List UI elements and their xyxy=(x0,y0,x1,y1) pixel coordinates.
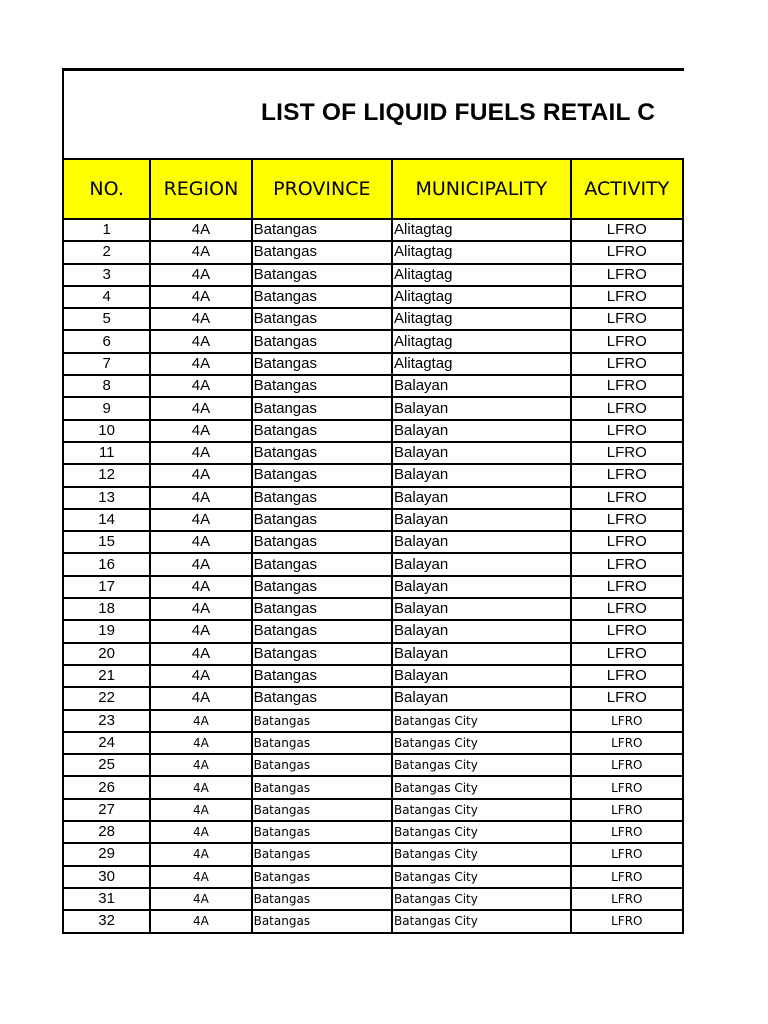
cell-municipality: Batangas City xyxy=(392,799,571,821)
cell-municipality: Alitagtag xyxy=(392,219,571,241)
cell-activity: LFRO xyxy=(571,888,683,910)
cell-region: 4A xyxy=(150,754,251,776)
cell-province: Batangas xyxy=(252,464,392,486)
cell-no: 20 xyxy=(63,643,150,665)
cell-activity: LFRO xyxy=(571,910,683,932)
cell-no: 30 xyxy=(63,866,150,888)
cell-activity: LFRO xyxy=(571,531,683,553)
cell-municipality: Balayan xyxy=(392,464,571,486)
cell-no: 11 xyxy=(63,442,150,464)
cell-no: 13 xyxy=(63,487,150,509)
cell-municipality: Balayan xyxy=(392,531,571,553)
cell-region: 4A xyxy=(150,910,251,932)
cell-no: 9 xyxy=(63,397,150,419)
table-row xyxy=(63,665,683,687)
cell-municipality: Balayan xyxy=(392,643,571,665)
cell-no: 15 xyxy=(63,531,150,553)
cell-municipality: Balayan xyxy=(392,553,571,575)
cell-no: 31 xyxy=(63,888,150,910)
cell-activity: LFRO xyxy=(571,620,683,642)
table-row xyxy=(63,487,683,509)
cell-municipality: Alitagtag xyxy=(392,241,571,263)
cell-province: Batangas xyxy=(252,353,392,375)
cell-municipality: Alitagtag xyxy=(392,330,571,352)
cell-no: 12 xyxy=(63,464,150,486)
cell-province: Batangas xyxy=(252,843,392,865)
cell-municipality: Balayan xyxy=(392,598,571,620)
cell-province: Batangas xyxy=(252,375,392,397)
cell-activity: LFRO xyxy=(571,799,683,821)
cell-activity: LFRO xyxy=(571,308,683,330)
table-row xyxy=(63,821,683,843)
cell-activity: LFRO xyxy=(571,643,683,665)
cell-province: Batangas xyxy=(252,888,392,910)
cell-province: Batangas xyxy=(252,286,392,308)
cell-municipality: Balayan xyxy=(392,397,571,419)
cell-activity: LFRO xyxy=(571,420,683,442)
cell-region: 4A xyxy=(150,442,251,464)
table-row xyxy=(63,553,683,575)
cell-region: 4A xyxy=(150,888,251,910)
cell-no: 23 xyxy=(63,710,150,732)
cell-province: Batangas xyxy=(252,866,392,888)
table-row xyxy=(63,308,683,330)
cell-province: Batangas xyxy=(252,576,392,598)
cell-province: Batangas xyxy=(252,420,392,442)
cell-no: 2 xyxy=(63,241,150,263)
cell-region: 4A xyxy=(150,598,251,620)
cell-province: Batangas xyxy=(252,330,392,352)
cell-activity: LFRO xyxy=(571,375,683,397)
table-row xyxy=(63,888,683,910)
fuel-retail-table xyxy=(62,158,684,934)
cell-province: Batangas xyxy=(252,531,392,553)
cell-region: 4A xyxy=(150,531,251,553)
cell-municipality: Balayan xyxy=(392,620,571,642)
cell-no: 10 xyxy=(63,420,150,442)
cell-municipality: Balayan xyxy=(392,576,571,598)
header-row xyxy=(63,159,683,219)
cell-activity: LFRO xyxy=(571,442,683,464)
cell-no: 32 xyxy=(63,910,150,932)
cell-province: Batangas xyxy=(252,710,392,732)
cell-activity: LFRO xyxy=(571,776,683,798)
table-row xyxy=(63,264,683,286)
table-row xyxy=(63,442,683,464)
cell-no: 16 xyxy=(63,553,150,575)
cell-no: 27 xyxy=(63,799,150,821)
cell-province: Batangas xyxy=(252,799,392,821)
table-row xyxy=(63,866,683,888)
table-body xyxy=(63,219,683,933)
page-edge xyxy=(684,68,768,934)
cell-municipality: Batangas City xyxy=(392,866,571,888)
cell-municipality: Balayan xyxy=(392,487,571,509)
cell-no: 25 xyxy=(63,754,150,776)
cell-province: Batangas xyxy=(252,776,392,798)
table-row xyxy=(63,509,683,531)
cell-municipality: Batangas City xyxy=(392,821,571,843)
cell-no: 21 xyxy=(63,665,150,687)
table-row xyxy=(63,420,683,442)
table-row xyxy=(63,397,683,419)
cell-activity: LFRO xyxy=(571,710,683,732)
cell-municipality: Alitagtag xyxy=(392,286,571,308)
cell-municipality: Batangas City xyxy=(392,710,571,732)
cell-no: 17 xyxy=(63,576,150,598)
cell-activity: LFRO xyxy=(571,843,683,865)
cell-region: 4A xyxy=(150,687,251,709)
table-row xyxy=(63,754,683,776)
table-row xyxy=(63,687,683,709)
cell-activity: LFRO xyxy=(571,509,683,531)
table-row xyxy=(63,330,683,352)
cell-region: 4A xyxy=(150,553,251,575)
table-row xyxy=(63,353,683,375)
cell-province: Batangas xyxy=(252,308,392,330)
table-row xyxy=(63,799,683,821)
cell-municipality: Batangas City xyxy=(392,732,571,754)
cell-activity: LFRO xyxy=(571,464,683,486)
cell-province: Batangas xyxy=(252,219,392,241)
table-row xyxy=(63,598,683,620)
cell-activity: LFRO xyxy=(571,665,683,687)
cell-no: 4 xyxy=(63,286,150,308)
cell-region: 4A xyxy=(150,843,251,865)
cell-activity: LFRO xyxy=(571,397,683,419)
cell-municipality: Alitagtag xyxy=(392,308,571,330)
cell-activity: LFRO xyxy=(571,487,683,509)
cell-region: 4A xyxy=(150,509,251,531)
cell-municipality: Batangas City xyxy=(392,776,571,798)
cell-activity: LFRO xyxy=(571,330,683,352)
cell-no: 22 xyxy=(63,687,150,709)
cell-province: Batangas xyxy=(252,643,392,665)
cell-province: Batangas xyxy=(252,821,392,843)
table-row xyxy=(63,286,683,308)
cell-province: Batangas xyxy=(252,687,392,709)
cell-activity: LFRO xyxy=(571,866,683,888)
header-region: REGION xyxy=(150,159,251,219)
cell-no: 1 xyxy=(63,219,150,241)
cell-municipality: Alitagtag xyxy=(392,353,571,375)
cell-region: 4A xyxy=(150,710,251,732)
cell-no: 14 xyxy=(63,509,150,531)
cell-activity: LFRO xyxy=(571,732,683,754)
cell-region: 4A xyxy=(150,487,251,509)
header-no: NO. xyxy=(63,159,150,219)
cell-activity: LFRO xyxy=(571,821,683,843)
cell-activity: LFRO xyxy=(571,687,683,709)
cell-region: 4A xyxy=(150,286,251,308)
cell-no: 8 xyxy=(63,375,150,397)
cell-municipality: Balayan xyxy=(392,687,571,709)
cell-municipality: Balayan xyxy=(392,420,571,442)
cell-province: Batangas xyxy=(252,442,392,464)
cell-region: 4A xyxy=(150,620,251,642)
cell-no: 6 xyxy=(63,330,150,352)
cell-activity: LFRO xyxy=(571,754,683,776)
cell-activity: LFRO xyxy=(571,241,683,263)
cell-municipality: Batangas City xyxy=(392,754,571,776)
table-row xyxy=(63,776,683,798)
cell-no: 5 xyxy=(63,308,150,330)
cell-province: Batangas xyxy=(252,553,392,575)
cell-activity: LFRO xyxy=(571,353,683,375)
cell-province: Batangas xyxy=(252,509,392,531)
header-province: PROVINCE xyxy=(252,159,392,219)
cell-province: Batangas xyxy=(252,620,392,642)
cell-no: 26 xyxy=(63,776,150,798)
cell-activity: LFRO xyxy=(571,286,683,308)
cell-region: 4A xyxy=(150,576,251,598)
cell-municipality: Alitagtag xyxy=(392,264,571,286)
cell-province: Batangas xyxy=(252,264,392,286)
header-municipality: MUNICIPALITY xyxy=(392,159,571,219)
cell-province: Batangas xyxy=(252,732,392,754)
cell-municipality: Batangas City xyxy=(392,888,571,910)
cell-region: 4A xyxy=(150,353,251,375)
spreadsheet-page xyxy=(62,68,768,934)
document-title: LIST OF LIQUID FUELS RETAIL C xyxy=(261,99,656,126)
cell-no: 18 xyxy=(63,598,150,620)
cell-municipality: Balayan xyxy=(392,665,571,687)
cell-region: 4A xyxy=(150,464,251,486)
cell-province: Batangas xyxy=(252,397,392,419)
cell-no: 7 xyxy=(63,353,150,375)
cell-region: 4A xyxy=(150,241,251,263)
table-row xyxy=(63,732,683,754)
cell-region: 4A xyxy=(150,375,251,397)
cell-province: Batangas xyxy=(252,241,392,263)
cell-municipality: Balayan xyxy=(392,442,571,464)
cell-region: 4A xyxy=(150,866,251,888)
cell-region: 4A xyxy=(150,799,251,821)
cell-no: 29 xyxy=(63,843,150,865)
cell-province: Batangas xyxy=(252,665,392,687)
cell-region: 4A xyxy=(150,643,251,665)
header-activity: ACTIVITY xyxy=(571,159,683,219)
cell-province: Batangas xyxy=(252,487,392,509)
cell-activity: LFRO xyxy=(571,598,683,620)
title-box xyxy=(62,68,762,158)
cell-no: 28 xyxy=(63,821,150,843)
cell-no: 3 xyxy=(63,264,150,286)
table-row xyxy=(63,375,683,397)
cell-region: 4A xyxy=(150,776,251,798)
cell-activity: LFRO xyxy=(571,553,683,575)
cell-activity: LFRO xyxy=(571,576,683,598)
cell-region: 4A xyxy=(150,330,251,352)
cell-region: 4A xyxy=(150,420,251,442)
cell-region: 4A xyxy=(150,665,251,687)
table-row xyxy=(63,620,683,642)
table-row xyxy=(63,643,683,665)
table-row xyxy=(63,464,683,486)
cell-region: 4A xyxy=(150,219,251,241)
cell-region: 4A xyxy=(150,821,251,843)
cell-region: 4A xyxy=(150,732,251,754)
table-row xyxy=(63,531,683,553)
table-row xyxy=(63,910,683,932)
table-row xyxy=(63,241,683,263)
table-row xyxy=(63,843,683,865)
cell-municipality: Batangas City xyxy=(392,843,571,865)
cell-activity: LFRO xyxy=(571,219,683,241)
cell-province: Batangas xyxy=(252,598,392,620)
cell-region: 4A xyxy=(150,397,251,419)
table-row xyxy=(63,710,683,732)
table-row xyxy=(63,219,683,241)
cell-activity: LFRO xyxy=(571,264,683,286)
cell-municipality: Batangas City xyxy=(392,910,571,932)
cell-no: 19 xyxy=(63,620,150,642)
cell-province: Batangas xyxy=(252,910,392,932)
cell-municipality: Balayan xyxy=(392,375,571,397)
cell-no: 24 xyxy=(63,732,150,754)
cell-region: 4A xyxy=(150,308,251,330)
table-row xyxy=(63,576,683,598)
cell-province: Batangas xyxy=(252,754,392,776)
cell-municipality: Balayan xyxy=(392,509,571,531)
cell-region: 4A xyxy=(150,264,251,286)
